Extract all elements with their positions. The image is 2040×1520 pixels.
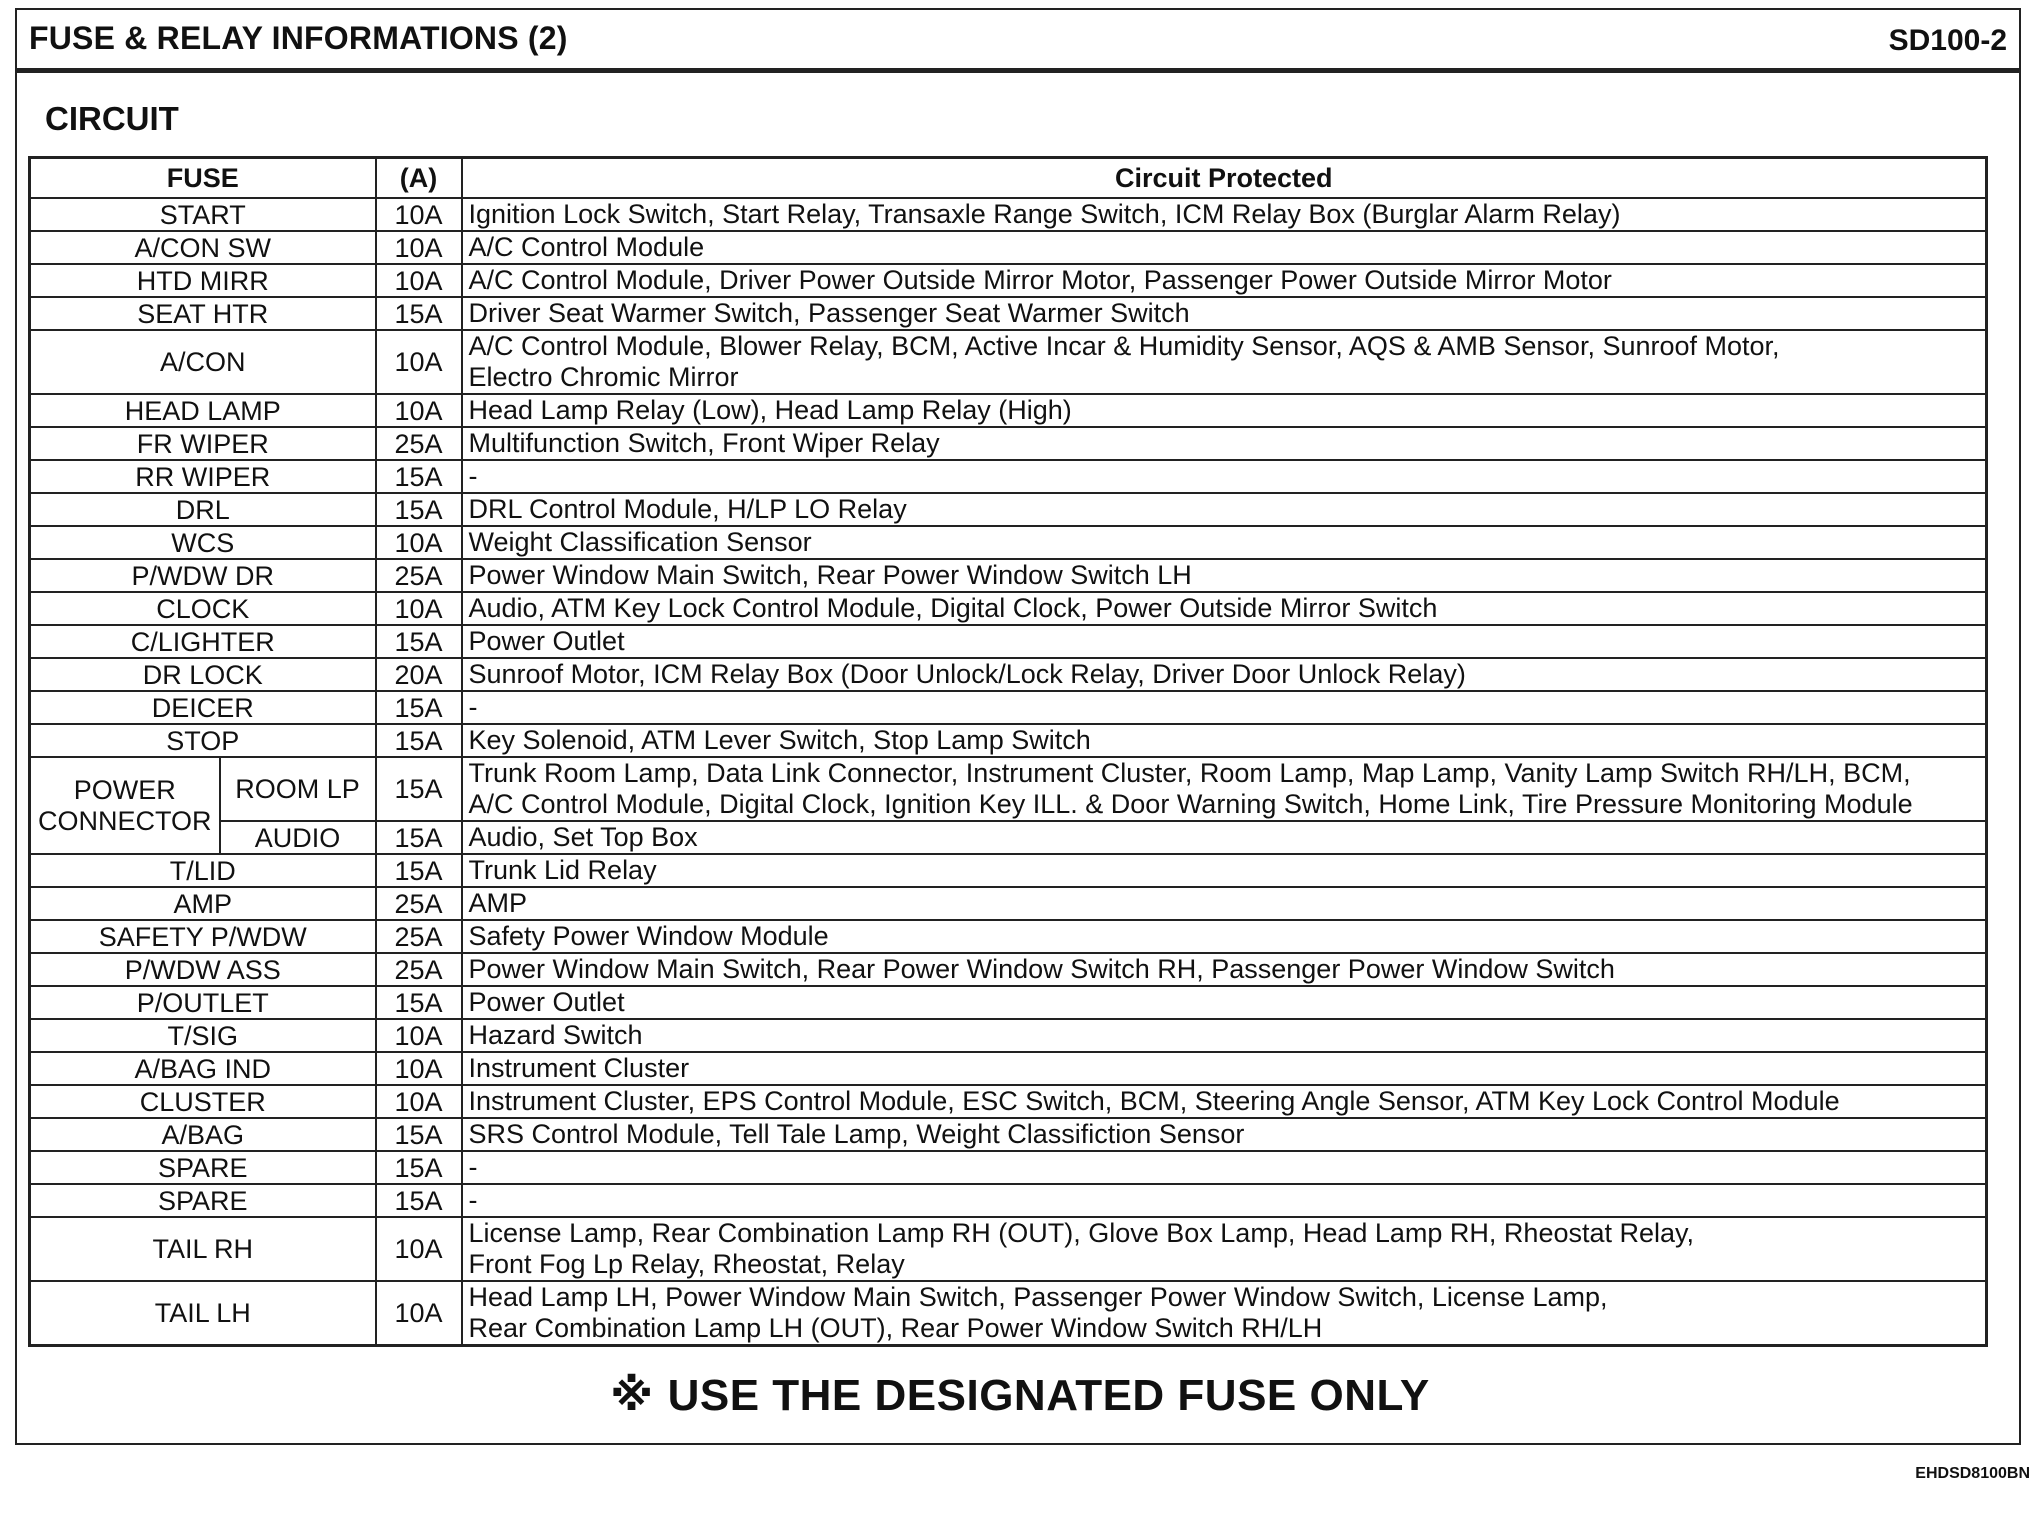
- amperage-cell: 10A: [376, 330, 462, 394]
- fuse-name-cell: P/WDW ASS: [30, 953, 376, 986]
- amperage-cell: 10A: [376, 1217, 462, 1281]
- circuit-cell: Driver Seat Warmer Switch, Passenger Seat Warmer Switch: [462, 297, 1987, 330]
- fuse-table: [28, 156, 1988, 1347]
- table-row: [30, 1151, 1987, 1184]
- amperage-cell: 15A: [376, 986, 462, 1019]
- circuit-cell: Safety Power Window Module: [462, 920, 1987, 953]
- circuit-cell: -: [462, 460, 1987, 493]
- circuit-cell: -: [462, 1151, 1987, 1184]
- amperage-cell: 15A: [376, 460, 462, 493]
- column-header-amps: (A): [376, 158, 462, 199]
- circuit-cell: A/C Control Module: [462, 231, 1987, 264]
- table-row: [30, 198, 1987, 231]
- fuse-name-cell: A/BAG: [30, 1118, 376, 1151]
- circuit-cell: [462, 757, 1987, 821]
- fuse-name-cell: WCS: [30, 526, 376, 559]
- fuse-name-cell: A/CON: [30, 330, 376, 394]
- circuit-line: Rear Combination Lamp LH (OUT), Rear Power Window Switch RH/LH: [468, 1313, 1323, 1343]
- amperage-cell: 20A: [376, 658, 462, 691]
- circuit-cell: Power Window Main Switch, Rear Power Window Switch RH, Passenger Power Window Switch: [462, 953, 1987, 986]
- amperage-cell: 15A: [376, 854, 462, 887]
- table-row: [30, 691, 1987, 724]
- amperage-cell: 10A: [376, 526, 462, 559]
- table-row: [30, 854, 1987, 887]
- amperage-cell: 15A: [376, 1151, 462, 1184]
- fuse-name-cell: SPARE: [30, 1184, 376, 1217]
- circuit-cell: [462, 330, 1987, 394]
- fuse-name-cell: C/LIGHTER: [30, 625, 376, 658]
- fuse-name-cell: AMP: [30, 887, 376, 920]
- fuse-table-body: [30, 198, 1987, 1346]
- fuse-name-cell: RR WIPER: [30, 460, 376, 493]
- table-row: [30, 231, 1987, 264]
- circuit-cell: [462, 1217, 1987, 1281]
- circuit-cell: Audio, ATM Key Lock Control Module, Digital Clock, Power Outside Mirror Switch: [462, 592, 1987, 625]
- amperage-cell: 15A: [376, 724, 462, 757]
- amperage-cell: 10A: [376, 1019, 462, 1052]
- circuit-cell: Trunk Lid Relay: [462, 854, 1987, 887]
- amperage-cell: 15A: [376, 1184, 462, 1217]
- table-row: [30, 920, 1987, 953]
- amperage-cell: 15A: [376, 297, 462, 330]
- circuit-cell: SRS Control Module, Tell Tale Lamp, Weight Classifiction Sensor: [462, 1118, 1987, 1151]
- group-label-line: POWER: [73, 774, 176, 805]
- table-row: [30, 724, 1987, 757]
- amperage-cell: 15A: [376, 493, 462, 526]
- power-connector-group-cell: [30, 757, 220, 854]
- circuit-cell: Instrument Cluster, EPS Control Module, ESC Switch, BCM, Steering Angle Sensor, ATM Key Lock Control Module: [462, 1085, 1987, 1118]
- circuit-cell: Audio, Set Top Box: [462, 821, 1987, 854]
- circuit-cell: -: [462, 1184, 1987, 1217]
- circuit-cell: Ignition Lock Switch, Start Relay, Transaxle Range Switch, ICM Relay Box (Burglar Alarm Relay): [462, 198, 1987, 231]
- amperage-cell: 10A: [376, 1052, 462, 1085]
- amperage-cell: 15A: [376, 757, 462, 821]
- circuit-cell: AMP: [462, 887, 1987, 920]
- title-bar: [17, 10, 2019, 73]
- circuit-cell: Power Outlet: [462, 625, 1987, 658]
- table-row: [30, 625, 1987, 658]
- circuit-line: Trunk Room Lamp, Data Link Connector, Instrument Cluster, Room Lamp, Map Lamp, Vanity Lamp Switch RH/LH, BCM,: [468, 758, 1911, 788]
- fuse-name-cell: DR LOCK: [30, 658, 376, 691]
- circuit-cell: [462, 1281, 1987, 1346]
- fuse-name-cell: P/OUTLET: [30, 986, 376, 1019]
- document-code: SD100-2: [1888, 24, 2007, 57]
- fuse-name-cell: HEAD LAMP: [30, 394, 376, 427]
- amperage-cell: 10A: [376, 231, 462, 264]
- table-row: [30, 658, 1987, 691]
- fuse-name-cell: STOP: [30, 724, 376, 757]
- circuit-cell: Key Solenoid, ATM Lever Switch, Stop Lamp Switch: [462, 724, 1987, 757]
- table-row: [30, 757, 1987, 821]
- circuit-cell: Sunroof Motor, ICM Relay Box (Door Unlock/Lock Relay, Driver Door Unlock Relay): [462, 658, 1987, 691]
- amperage-cell: 10A: [376, 394, 462, 427]
- fuse-name-cell: DRL: [30, 493, 376, 526]
- fuse-name-cell: DEICER: [30, 691, 376, 724]
- amperage-cell: 25A: [376, 920, 462, 953]
- fuse-name-cell: A/BAG IND: [30, 1052, 376, 1085]
- amperage-cell: 10A: [376, 198, 462, 231]
- circuit-line: Head Lamp LH, Power Window Main Switch, Passenger Power Window Switch, License Lamp,: [468, 1282, 1608, 1312]
- fuse-name-cell: SPARE: [30, 1151, 376, 1184]
- notice-text: USE THE DESIGNATED FUSE ONLY: [667, 1371, 1430, 1420]
- table-row: [30, 330, 1987, 394]
- circuit-cell: DRL Control Module, H/LP LO Relay: [462, 493, 1987, 526]
- amperage-cell: 25A: [376, 887, 462, 920]
- table-row: [30, 1281, 1987, 1346]
- table-row: [30, 264, 1987, 297]
- table-row: [30, 1019, 1987, 1052]
- circuit-line: A/C Control Module, Blower Relay, BCM, Active Incar & Humidity Sensor, AQS & AMB Sensor, Sunroof Motor,: [468, 331, 1780, 361]
- amperage-cell: 25A: [376, 559, 462, 592]
- amperage-cell: 15A: [376, 1118, 462, 1151]
- circuit-cell: Hazard Switch: [462, 1019, 1987, 1052]
- column-header-circuit: Circuit Protected: [462, 158, 1987, 199]
- section-heading: CIRCUIT: [45, 100, 179, 137]
- table-row: [30, 953, 1987, 986]
- table-row: [30, 427, 1987, 460]
- circuit-cell: Multifunction Switch, Front Wiper Relay: [462, 427, 1987, 460]
- circuit-cell: -: [462, 691, 1987, 724]
- fuse-name-cell: START: [30, 198, 376, 231]
- fuse-name-cell: P/WDW DR: [30, 559, 376, 592]
- amperage-cell: 10A: [376, 264, 462, 297]
- circuit-cell: Power Outlet: [462, 986, 1987, 1019]
- circuit-line: License Lamp, Rear Combination Lamp RH (OUT), Glove Box Lamp, Head Lamp RH, Rheostat Relay,: [468, 1218, 1695, 1248]
- group-label-line: CONNECTOR: [37, 805, 212, 836]
- table-row: [30, 394, 1987, 427]
- table-row: [30, 592, 1987, 625]
- fuse-name-cell: CLOCK: [30, 592, 376, 625]
- sub-fuse-name-cell: AUDIO: [220, 821, 376, 854]
- footer-code: EHDSD8100BN: [1915, 1465, 2030, 1482]
- circuit-cell: Weight Classification Sensor: [462, 526, 1987, 559]
- amperage-cell: 10A: [376, 1281, 462, 1346]
- circuit-line: Electro Chromic Mirror: [468, 362, 739, 392]
- table-row: [30, 986, 1987, 1019]
- fuse-name-cell: T/LID: [30, 854, 376, 887]
- table-row: [30, 297, 1987, 330]
- amperage-cell: 15A: [376, 625, 462, 658]
- table-row: [30, 559, 1987, 592]
- table-header-row: [30, 158, 1987, 199]
- circuit-cell: Instrument Cluster: [462, 1052, 1987, 1085]
- sub-fuse-name-cell: ROOM LP: [220, 757, 376, 821]
- table-row: [30, 493, 1987, 526]
- table-row: [30, 1085, 1987, 1118]
- table-row: [30, 821, 1987, 854]
- amperage-cell: 10A: [376, 1085, 462, 1118]
- circuit-cell: Power Window Main Switch, Rear Power Window Switch LH: [462, 559, 1987, 592]
- table-row: [30, 526, 1987, 559]
- table-row: [30, 1118, 1987, 1151]
- table-row: [30, 1217, 1987, 1281]
- circuit-cell: Head Lamp Relay (Low), Head Lamp Relay (High): [462, 394, 1987, 427]
- table-row: [30, 887, 1987, 920]
- fuse-name-cell: FR WIPER: [30, 427, 376, 460]
- fuse-name-cell: SAFETY P/WDW: [30, 920, 376, 953]
- fuse-name-cell: TAIL RH: [30, 1217, 376, 1281]
- circuit-cell: A/C Control Module, Driver Power Outside Mirror Motor, Passenger Power Outside Mirror Motor: [462, 264, 1987, 297]
- fuse-name-cell: A/CON SW: [30, 231, 376, 264]
- fuse-name-cell: CLUSTER: [30, 1085, 376, 1118]
- reference-mark-icon: ※: [610, 1371, 654, 1420]
- column-header-fuse: FUSE: [30, 158, 376, 199]
- table-row: [30, 1052, 1987, 1085]
- table-row: [30, 1184, 1987, 1217]
- fuse-name-cell: HTD MIRR: [30, 264, 376, 297]
- fuse-name-cell: TAIL LH: [30, 1281, 376, 1346]
- notice-banner: [0, 1370, 2040, 1421]
- circuit-line: A/C Control Module, Digital Clock, Ignition Key ILL. & Door Warning Switch, Home Link, Tire Pressure Monitoring Module: [468, 789, 1913, 819]
- fuse-name-cell: SEAT HTR: [30, 297, 376, 330]
- amperage-cell: 10A: [376, 592, 462, 625]
- fuse-name-cell: T/SIG: [30, 1019, 376, 1052]
- document-title: FUSE & RELAY INFORMATIONS (2): [29, 20, 568, 56]
- amperage-cell: 25A: [376, 427, 462, 460]
- amperage-cell: 15A: [376, 691, 462, 724]
- amperage-cell: 15A: [376, 821, 462, 854]
- table-row: [30, 460, 1987, 493]
- amperage-cell: 25A: [376, 953, 462, 986]
- circuit-line: Front Fog Lp Relay, Rheostat, Relay: [468, 1249, 905, 1279]
